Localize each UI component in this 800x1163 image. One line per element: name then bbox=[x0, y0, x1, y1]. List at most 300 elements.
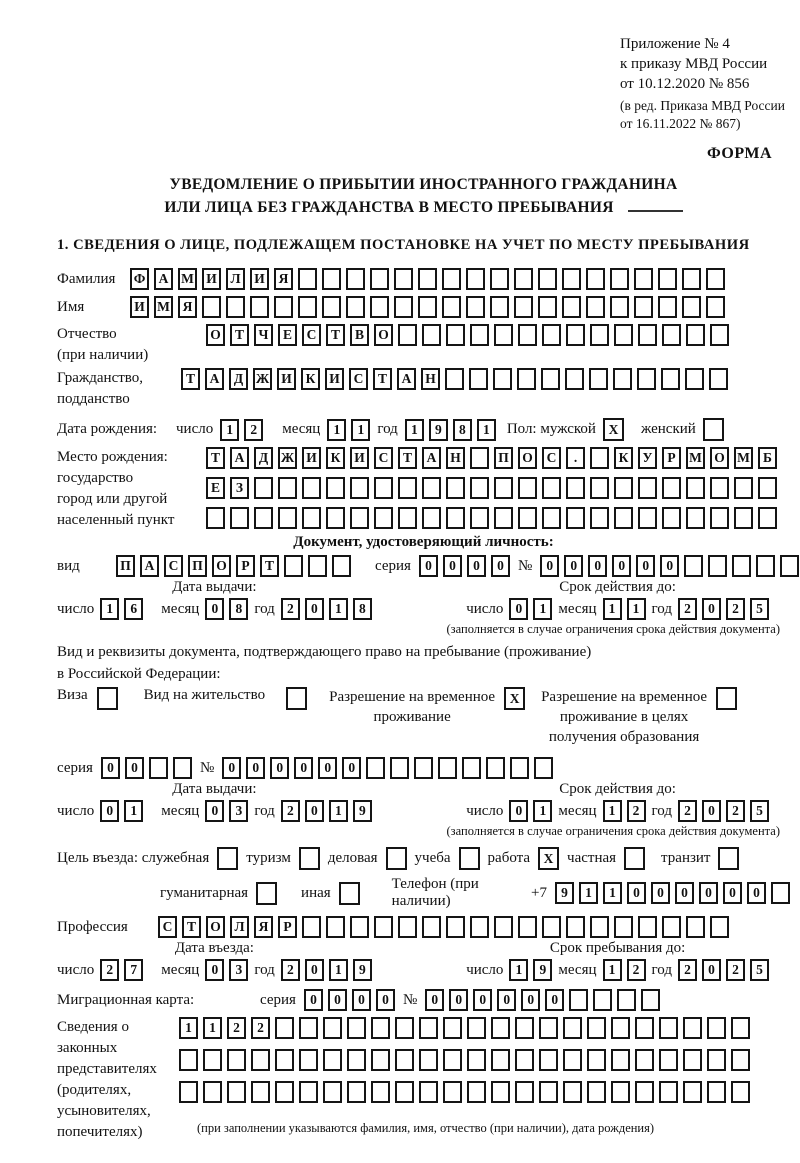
mc-series-cell[interactable]: 0 bbox=[328, 989, 347, 1011]
representative-cell[interactable] bbox=[731, 1017, 750, 1039]
patronymic-cell[interactable] bbox=[662, 324, 681, 346]
mc-number-cell[interactable]: 0 bbox=[521, 989, 540, 1011]
representative-cell[interactable] bbox=[611, 1017, 630, 1039]
representative-cell[interactable] bbox=[299, 1017, 318, 1039]
id-number-cell[interactable] bbox=[780, 555, 799, 577]
name-cell[interactable] bbox=[370, 296, 389, 318]
representative-cell[interactable] bbox=[683, 1049, 702, 1071]
surname-cell[interactable] bbox=[634, 268, 653, 290]
birthplace-cell[interactable]: К bbox=[326, 447, 345, 469]
birthplace-cell[interactable]: М bbox=[734, 447, 753, 469]
stayuntil-year-cell[interactable]: 0 bbox=[702, 959, 721, 981]
birth-year-cell[interactable]: 8 bbox=[453, 419, 472, 441]
doc-type-cell[interactable]: О bbox=[212, 555, 231, 577]
profession-cell[interactable] bbox=[686, 916, 705, 938]
birthplace-cell[interactable] bbox=[758, 507, 777, 529]
id-series-cell[interactable]: 0 bbox=[443, 555, 462, 577]
stay-issue-year-cell[interactable]: 0 bbox=[305, 800, 324, 822]
surname-cell[interactable]: А bbox=[154, 268, 173, 290]
entry-day-cell[interactable]: 7 bbox=[124, 959, 143, 981]
doc-type-cell[interactable]: Т bbox=[260, 555, 279, 577]
id-number-cell[interactable]: 0 bbox=[564, 555, 583, 577]
representative-cell[interactable] bbox=[347, 1049, 366, 1071]
profession-cell[interactable]: Т bbox=[182, 916, 201, 938]
citizenship-cell[interactable]: С bbox=[349, 368, 368, 390]
stay-series-cell[interactable]: 0 bbox=[125, 757, 144, 779]
representative-cell[interactable] bbox=[539, 1049, 558, 1071]
entry-year-cell[interactable]: 9 bbox=[353, 959, 372, 981]
name-cell[interactable] bbox=[658, 296, 677, 318]
stay-issue-month-cell[interactable]: 0 bbox=[205, 800, 224, 822]
stayuntil-month-cell[interactable]: 2 bbox=[627, 959, 646, 981]
doc-type-cell[interactable]: С bbox=[164, 555, 183, 577]
surname-cell[interactable] bbox=[346, 268, 365, 290]
id-issue-month-cell[interactable]: 8 bbox=[229, 598, 248, 620]
name-cell[interactable]: И bbox=[130, 296, 149, 318]
birthplace-cell[interactable] bbox=[638, 507, 657, 529]
surname-cell[interactable] bbox=[418, 268, 437, 290]
representative-cell[interactable] bbox=[443, 1081, 462, 1103]
birthplace-cell[interactable]: М bbox=[686, 447, 705, 469]
citizenship-cell[interactable]: А bbox=[397, 368, 416, 390]
birthplace-cell[interactable] bbox=[566, 477, 585, 499]
representative-cell[interactable] bbox=[467, 1017, 486, 1039]
birthplace-cell[interactable] bbox=[494, 477, 513, 499]
birthplace-cell[interactable] bbox=[590, 447, 609, 469]
entry-month-cell[interactable]: 0 bbox=[205, 959, 224, 981]
citizenship-cell[interactable] bbox=[661, 368, 680, 390]
representative-cell[interactable] bbox=[443, 1049, 462, 1071]
surname-cell[interactable]: И bbox=[250, 268, 269, 290]
representative-cell[interactable] bbox=[275, 1049, 294, 1071]
name-cell[interactable] bbox=[682, 296, 701, 318]
phone-digit-cell[interactable]: 0 bbox=[651, 882, 670, 904]
citizenship-cell[interactable]: И bbox=[325, 368, 344, 390]
patronymic-cell[interactable] bbox=[398, 324, 417, 346]
sex-female-checkbox[interactable] bbox=[703, 418, 724, 441]
stay-number-cell[interactable]: 0 bbox=[270, 757, 289, 779]
profession-cell[interactable] bbox=[302, 916, 321, 938]
citizenship-cell[interactable]: Ж bbox=[253, 368, 272, 390]
entry-month-cell[interactable]: 3 bbox=[229, 959, 248, 981]
representative-cell[interactable] bbox=[347, 1081, 366, 1103]
profession-cell[interactable]: С bbox=[158, 916, 177, 938]
stay-issue-day-cell[interactable]: 0 bbox=[100, 800, 119, 822]
profession-cell[interactable] bbox=[326, 916, 345, 938]
representative-cell[interactable] bbox=[563, 1049, 582, 1071]
id-number-cell[interactable]: 0 bbox=[540, 555, 559, 577]
patronymic-cell[interactable]: О bbox=[374, 324, 393, 346]
birthplace-cell[interactable] bbox=[614, 507, 633, 529]
representative-cell[interactable] bbox=[203, 1081, 222, 1103]
patronymic-cell[interactable] bbox=[686, 324, 705, 346]
birthplace-cell[interactable] bbox=[350, 507, 369, 529]
id-issue-year-cell[interactable]: 8 bbox=[353, 598, 372, 620]
citizenship-cell[interactable] bbox=[589, 368, 608, 390]
birthplace-cell[interactable]: Т bbox=[398, 447, 417, 469]
citizenship-cell[interactable]: Т bbox=[181, 368, 200, 390]
id-issue-month-cell[interactable]: 0 bbox=[205, 598, 224, 620]
birthplace-cell[interactable]: П bbox=[494, 447, 513, 469]
name-cell[interactable] bbox=[706, 296, 725, 318]
surname-cell[interactable] bbox=[514, 268, 533, 290]
id-until-month-cell[interactable]: 1 bbox=[627, 598, 646, 620]
birthplace-cell[interactable]: И bbox=[302, 447, 321, 469]
name-cell[interactable] bbox=[274, 296, 293, 318]
birthplace-cell[interactable]: Т bbox=[206, 447, 225, 469]
stay-number-cell[interactable]: 0 bbox=[246, 757, 265, 779]
phone-digit-cell[interactable]: 0 bbox=[747, 882, 766, 904]
name-cell[interactable] bbox=[202, 296, 221, 318]
mc-number-cell[interactable]: 0 bbox=[449, 989, 468, 1011]
stay-issue-day-cell[interactable]: 1 bbox=[124, 800, 143, 822]
stay-number-cell[interactable]: 0 bbox=[222, 757, 241, 779]
birth-day-cell[interactable]: 1 bbox=[220, 419, 239, 441]
id-series-cell[interactable]: 0 bbox=[419, 555, 438, 577]
stay-series-cell[interactable] bbox=[173, 757, 192, 779]
birthplace-cell[interactable]: О bbox=[518, 447, 537, 469]
doc-type-cell[interactable]: Р bbox=[236, 555, 255, 577]
study-checkbox[interactable] bbox=[459, 847, 480, 870]
representative-cell[interactable] bbox=[491, 1017, 510, 1039]
representative-cell[interactable] bbox=[515, 1017, 534, 1039]
surname-cell[interactable] bbox=[490, 268, 509, 290]
entry-year-cell[interactable]: 0 bbox=[305, 959, 324, 981]
id-until-year-cell[interactable]: 0 bbox=[702, 598, 721, 620]
mc-number-cell[interactable] bbox=[617, 989, 636, 1011]
representative-cell[interactable] bbox=[371, 1049, 390, 1071]
doc-type-cell[interactable]: А bbox=[140, 555, 159, 577]
mc-series-cell[interactable]: 0 bbox=[352, 989, 371, 1011]
stay-number-cell[interactable]: 0 bbox=[342, 757, 361, 779]
profession-cell[interactable] bbox=[518, 916, 537, 938]
representative-cell[interactable] bbox=[395, 1081, 414, 1103]
profession-cell[interactable] bbox=[710, 916, 729, 938]
birthplace-cell[interactable] bbox=[758, 477, 777, 499]
birthplace-cell[interactable] bbox=[734, 477, 753, 499]
profession-cell[interactable] bbox=[590, 916, 609, 938]
birthplace-cell[interactable] bbox=[254, 507, 273, 529]
patronymic-cell[interactable] bbox=[710, 324, 729, 346]
id-series-cell[interactable]: 0 bbox=[491, 555, 510, 577]
birth-month-cell[interactable]: 1 bbox=[351, 419, 370, 441]
representative-cell[interactable] bbox=[179, 1049, 198, 1071]
birthplace-cell[interactable]: Р bbox=[662, 447, 681, 469]
surname-cell[interactable] bbox=[586, 268, 605, 290]
birthplace-cell[interactable] bbox=[518, 477, 537, 499]
birthplace-cell[interactable] bbox=[710, 477, 729, 499]
representative-cell[interactable] bbox=[395, 1017, 414, 1039]
citizenship-cell[interactable] bbox=[613, 368, 632, 390]
representative-cell[interactable] bbox=[491, 1049, 510, 1071]
citizenship-cell[interactable] bbox=[445, 368, 464, 390]
id-issue-year-cell[interactable]: 1 bbox=[329, 598, 348, 620]
birthplace-cell[interactable] bbox=[542, 477, 561, 499]
stay-until-day-cell[interactable]: 0 bbox=[509, 800, 528, 822]
surname-cell[interactable]: М bbox=[178, 268, 197, 290]
birthplace-cell[interactable]: И bbox=[350, 447, 369, 469]
citizenship-cell[interactable] bbox=[709, 368, 728, 390]
name-cell[interactable] bbox=[442, 296, 461, 318]
phone-digit-cell[interactable]: 0 bbox=[675, 882, 694, 904]
visa-checkbox[interactable] bbox=[97, 687, 118, 710]
representative-cell[interactable] bbox=[323, 1081, 342, 1103]
profession-cell[interactable] bbox=[566, 916, 585, 938]
id-number-cell[interactable]: 0 bbox=[588, 555, 607, 577]
birthplace-cell[interactable]: Д bbox=[254, 447, 273, 469]
representative-cell[interactable] bbox=[611, 1081, 630, 1103]
representative-cell[interactable] bbox=[419, 1049, 438, 1071]
patronymic-cell[interactable] bbox=[614, 324, 633, 346]
representative-cell[interactable] bbox=[299, 1081, 318, 1103]
surname-cell[interactable] bbox=[370, 268, 389, 290]
birthplace-cell[interactable] bbox=[302, 477, 321, 499]
surname-cell[interactable] bbox=[394, 268, 413, 290]
name-cell[interactable] bbox=[418, 296, 437, 318]
stay-number-cell[interactable] bbox=[462, 757, 481, 779]
phone-digit-cell[interactable]: 1 bbox=[603, 882, 622, 904]
stay-until-year-cell[interactable]: 2 bbox=[726, 800, 745, 822]
profession-cell[interactable] bbox=[422, 916, 441, 938]
profession-cell[interactable] bbox=[446, 916, 465, 938]
phone-digit-cell[interactable]: 0 bbox=[723, 882, 742, 904]
id-until-year-cell[interactable]: 2 bbox=[678, 598, 697, 620]
birthplace-cell[interactable] bbox=[326, 477, 345, 499]
patronymic-cell[interactable]: Т bbox=[230, 324, 249, 346]
transit-checkbox[interactable] bbox=[718, 847, 739, 870]
birthplace-cell[interactable] bbox=[542, 507, 561, 529]
surname-cell[interactable]: Ф bbox=[130, 268, 149, 290]
representative-cell[interactable] bbox=[563, 1081, 582, 1103]
name-cell[interactable] bbox=[394, 296, 413, 318]
stay-until-year-cell[interactable]: 0 bbox=[702, 800, 721, 822]
representative-cell[interactable] bbox=[491, 1081, 510, 1103]
birthplace-cell[interactable]: У bbox=[638, 447, 657, 469]
surname-cell[interactable] bbox=[442, 268, 461, 290]
stay-number-cell[interactable] bbox=[414, 757, 433, 779]
stay-number-cell[interactable] bbox=[366, 757, 385, 779]
stay-until-year-cell[interactable]: 5 bbox=[750, 800, 769, 822]
stay-issue-month-cell[interactable]: 3 bbox=[229, 800, 248, 822]
profession-cell[interactable] bbox=[662, 916, 681, 938]
birthplace-cell[interactable] bbox=[446, 507, 465, 529]
representative-cell[interactable] bbox=[635, 1081, 654, 1103]
birthplace-cell[interactable] bbox=[638, 477, 657, 499]
birthplace-cell[interactable]: . bbox=[566, 447, 585, 469]
work-checkbox[interactable]: X bbox=[538, 847, 559, 870]
sex-male-checkbox[interactable]: X bbox=[603, 418, 624, 441]
phone-digit-cell[interactable]: 0 bbox=[699, 882, 718, 904]
birthplace-cell[interactable]: К bbox=[614, 447, 633, 469]
entry-day-cell[interactable]: 2 bbox=[100, 959, 119, 981]
birthplace-cell[interactable] bbox=[470, 507, 489, 529]
birth-year-cell[interactable]: 1 bbox=[477, 419, 496, 441]
birthplace-cell[interactable] bbox=[374, 477, 393, 499]
birthplace-cell[interactable] bbox=[230, 507, 249, 529]
birthplace-cell[interactable]: А bbox=[230, 447, 249, 469]
mc-series-cell[interactable]: 0 bbox=[304, 989, 323, 1011]
name-cell[interactable] bbox=[226, 296, 245, 318]
name-cell[interactable] bbox=[634, 296, 653, 318]
id-issue-year-cell[interactable]: 0 bbox=[305, 598, 324, 620]
representative-cell[interactable] bbox=[227, 1049, 246, 1071]
stay-until-month-cell[interactable]: 1 bbox=[603, 800, 622, 822]
profession-cell[interactable]: О bbox=[206, 916, 225, 938]
representative-cell[interactable] bbox=[611, 1049, 630, 1071]
profession-cell[interactable] bbox=[374, 916, 393, 938]
patronymic-cell[interactable]: С bbox=[302, 324, 321, 346]
stay-until-month-cell[interactable]: 2 bbox=[627, 800, 646, 822]
representative-cell[interactable] bbox=[323, 1017, 342, 1039]
representative-cell[interactable] bbox=[707, 1049, 726, 1071]
patronymic-cell[interactable] bbox=[518, 324, 537, 346]
birthplace-cell[interactable] bbox=[662, 477, 681, 499]
patronymic-cell[interactable] bbox=[590, 324, 609, 346]
citizenship-cell[interactable]: Т bbox=[373, 368, 392, 390]
name-cell[interactable] bbox=[322, 296, 341, 318]
representative-cell[interactable] bbox=[371, 1017, 390, 1039]
birth-month-cell[interactable]: 1 bbox=[327, 419, 346, 441]
patronymic-cell[interactable] bbox=[494, 324, 513, 346]
birthplace-cell[interactable] bbox=[254, 477, 273, 499]
patronymic-cell[interactable] bbox=[422, 324, 441, 346]
birthplace-cell[interactable] bbox=[398, 477, 417, 499]
surname-cell[interactable]: Я bbox=[274, 268, 293, 290]
birthplace-cell[interactable] bbox=[278, 507, 297, 529]
birthplace-cell[interactable] bbox=[518, 507, 537, 529]
id-until-day-cell[interactable]: 1 bbox=[533, 598, 552, 620]
temp-residence-edu-checkbox[interactable] bbox=[716, 687, 737, 710]
birthplace-cell[interactable]: Б bbox=[758, 447, 777, 469]
patronymic-cell[interactable]: В bbox=[350, 324, 369, 346]
phone-digit-cell[interactable]: 0 bbox=[627, 882, 646, 904]
surname-cell[interactable]: Л bbox=[226, 268, 245, 290]
mc-number-cell[interactable]: 0 bbox=[473, 989, 492, 1011]
id-number-cell[interactable]: 0 bbox=[660, 555, 679, 577]
representative-cell[interactable] bbox=[227, 1081, 246, 1103]
official-checkbox[interactable] bbox=[217, 847, 238, 870]
mc-number-cell[interactable] bbox=[569, 989, 588, 1011]
representative-cell[interactable] bbox=[539, 1017, 558, 1039]
birthplace-cell[interactable]: Н bbox=[446, 447, 465, 469]
representative-cell[interactable] bbox=[419, 1081, 438, 1103]
representative-cell[interactable] bbox=[251, 1081, 270, 1103]
profession-cell[interactable] bbox=[494, 916, 513, 938]
representative-cell[interactable] bbox=[443, 1017, 462, 1039]
representative-cell[interactable]: 2 bbox=[251, 1017, 270, 1039]
birth-year-cell[interactable]: 1 bbox=[405, 419, 424, 441]
birthplace-cell[interactable] bbox=[662, 507, 681, 529]
citizenship-cell[interactable]: К bbox=[301, 368, 320, 390]
tourism-checkbox[interactable] bbox=[299, 847, 320, 870]
birthplace-cell[interactable] bbox=[734, 507, 753, 529]
entry-year-cell[interactable]: 1 bbox=[329, 959, 348, 981]
stay-issue-year-cell[interactable]: 9 bbox=[353, 800, 372, 822]
representative-cell[interactable] bbox=[659, 1049, 678, 1071]
birthplace-cell[interactable]: А bbox=[422, 447, 441, 469]
patronymic-cell[interactable] bbox=[566, 324, 585, 346]
stayuntil-day-cell[interactable]: 9 bbox=[533, 959, 552, 981]
mc-series-cell[interactable]: 0 bbox=[376, 989, 395, 1011]
representative-cell[interactable] bbox=[707, 1017, 726, 1039]
surname-cell[interactable]: И bbox=[202, 268, 221, 290]
stay-series-cell[interactable] bbox=[149, 757, 168, 779]
stay-number-cell[interactable] bbox=[534, 757, 553, 779]
birthplace-cell[interactable]: З bbox=[230, 477, 249, 499]
birthplace-cell[interactable] bbox=[278, 477, 297, 499]
id-number-cell[interactable] bbox=[684, 555, 703, 577]
name-cell[interactable] bbox=[610, 296, 629, 318]
representative-cell[interactable] bbox=[371, 1081, 390, 1103]
mc-number-cell[interactable] bbox=[593, 989, 612, 1011]
birth-year-cell[interactable]: 9 bbox=[429, 419, 448, 441]
representative-cell[interactable] bbox=[635, 1017, 654, 1039]
stay-number-cell[interactable] bbox=[390, 757, 409, 779]
id-number-cell[interactable]: 0 bbox=[612, 555, 631, 577]
birthplace-cell[interactable] bbox=[494, 507, 513, 529]
birthplace-cell[interactable] bbox=[446, 477, 465, 499]
birthplace-cell[interactable] bbox=[302, 507, 321, 529]
stay-issue-year-cell[interactable]: 2 bbox=[281, 800, 300, 822]
profession-cell[interactable] bbox=[470, 916, 489, 938]
birthplace-cell[interactable] bbox=[374, 507, 393, 529]
citizenship-cell[interactable] bbox=[541, 368, 560, 390]
humanitarian-checkbox[interactable] bbox=[256, 882, 277, 905]
stay-number-cell[interactable] bbox=[510, 757, 529, 779]
id-number-cell[interactable] bbox=[732, 555, 751, 577]
birthplace-cell[interactable] bbox=[470, 447, 489, 469]
representative-cell[interactable] bbox=[467, 1081, 486, 1103]
surname-cell[interactable] bbox=[706, 268, 725, 290]
representative-cell[interactable] bbox=[659, 1017, 678, 1039]
surname-cell[interactable] bbox=[466, 268, 485, 290]
birthplace-cell[interactable] bbox=[566, 507, 585, 529]
patronymic-cell[interactable]: О bbox=[206, 324, 225, 346]
name-cell[interactable] bbox=[250, 296, 269, 318]
phone-digit-cell[interactable] bbox=[771, 882, 790, 904]
representative-cell[interactable]: 1 bbox=[179, 1017, 198, 1039]
representative-cell[interactable] bbox=[419, 1017, 438, 1039]
profession-cell[interactable]: Я bbox=[254, 916, 273, 938]
doc-type-cell[interactable]: П bbox=[116, 555, 135, 577]
profession-cell[interactable] bbox=[614, 916, 633, 938]
id-until-year-cell[interactable]: 2 bbox=[726, 598, 745, 620]
id-issue-year-cell[interactable]: 2 bbox=[281, 598, 300, 620]
id-until-year-cell[interactable]: 5 bbox=[750, 598, 769, 620]
surname-cell[interactable] bbox=[682, 268, 701, 290]
birth-day-cell[interactable]: 2 bbox=[244, 419, 263, 441]
stay-until-day-cell[interactable]: 1 bbox=[533, 800, 552, 822]
name-cell[interactable]: Я bbox=[178, 296, 197, 318]
representative-cell[interactable] bbox=[659, 1081, 678, 1103]
surname-cell[interactable] bbox=[658, 268, 677, 290]
stayuntil-year-cell[interactable]: 5 bbox=[750, 959, 769, 981]
citizenship-cell[interactable]: И bbox=[277, 368, 296, 390]
representative-cell[interactable] bbox=[275, 1081, 294, 1103]
mc-number-cell[interactable]: 0 bbox=[545, 989, 564, 1011]
other-checkbox[interactable] bbox=[339, 882, 360, 905]
birthplace-cell[interactable] bbox=[590, 507, 609, 529]
mc-number-cell[interactable] bbox=[641, 989, 660, 1011]
birthplace-cell[interactable] bbox=[398, 507, 417, 529]
patronymic-cell[interactable] bbox=[542, 324, 561, 346]
representative-cell[interactable] bbox=[587, 1017, 606, 1039]
birthplace-cell[interactable]: Е bbox=[206, 477, 225, 499]
name-cell[interactable] bbox=[490, 296, 509, 318]
representative-cell[interactable] bbox=[251, 1049, 270, 1071]
surname-cell[interactable] bbox=[610, 268, 629, 290]
doc-type-cell[interactable] bbox=[308, 555, 327, 577]
